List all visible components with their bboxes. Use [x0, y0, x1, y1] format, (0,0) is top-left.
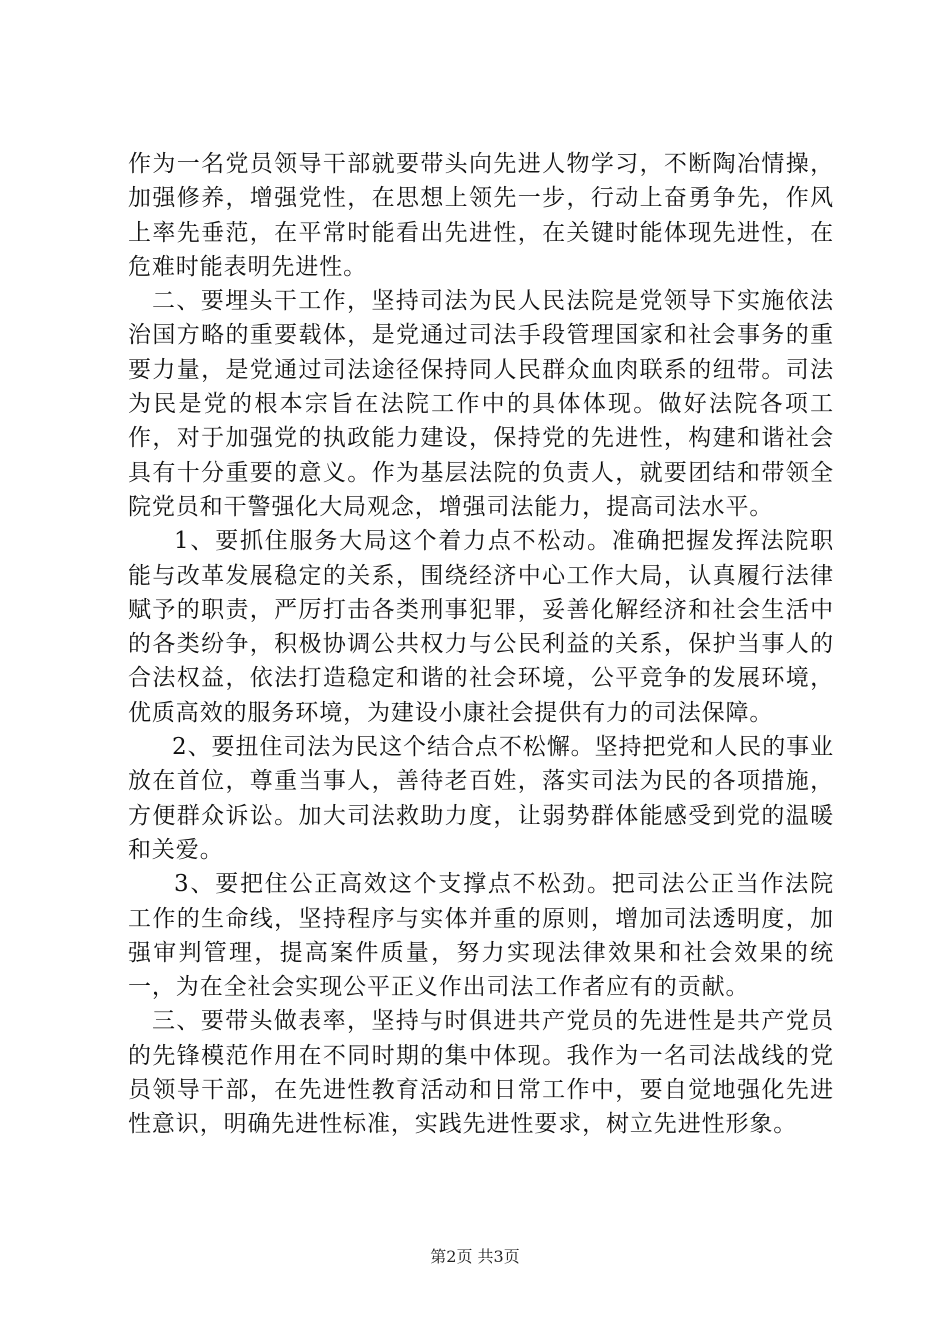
paragraph-1: 作为一名党员领导干部就要带头向先进人物学习，不断陶冶情操，加强修养，增强党性，在思想上领先一步，行动上奋勇争先，作风上率先垂范，在平常时能看出先进性，在关键时能体现先进性，在危难时能表明先进性。 [128, 151, 834, 280]
paragraph-3: 1、要抓住服务大局这个着力点不松动。准确把握发挥法院职能与改革发展稳定的关系，围绕经济中心工作大局，认真履行法律赋予的职责，严厉打击各类刑事犯罪，妥善化解经济和社会生活中的各类纷争，积极协调公共权力与公民利益的关系，保护当事人的合法权益，依法打造稳定和谐的社会环境，公平竞争的发展环境，优质高效的服务环境，为建设小康社会提供有力的司法保障。 [128, 528, 834, 726]
paragraph-6: 三、要带头做表率，坚持与时俱进共产党员的先进性是共产党员的先锋模范作用在不同时期的集中体现。我作为一名司法战线的党员领导干部，在先进性教育活动和日常工作中，要自觉地强化先进性意识，明确先进性标准，实践先进性要求，树立先进性形象。 [128, 1008, 834, 1138]
paragraph-2: 二、要埋头干工作，坚持司法为民人民法院是党领导下实施依法治国方略的重要载体，是党通过司法手段管理国家和社会事务的重要力量，是党通过司法途径保持同人民群众血肉联系的纽带。司法为民是党的根本宗旨在法院工作中的具体体现。做好法院各项工作，对于加强党的执政能力建设，保持党的先进性，构建和谐社会具有十分重要的意义。作为基层法院的负责人，就要团结和带领全院党员和干警强化大局观念，增强司法能力，提高司法水平。 [128, 288, 834, 520]
paragraph-5: 3、要把住公正高效这个支撑点不松劲。把司法公正当作法院工作的生命线，坚持程序与实体并重的原则，增加司法透明度，加强审判管理，提高案件质量，努力实现法律效果和社会效果的统一，为在全社会实现公平正义作出司法工作者应有的贡献。 [128, 871, 834, 1001]
page-number-footer: 第2页 共3页 [430, 1247, 520, 1266]
document-body [128, 147, 834, 1142]
paragraph-4: 2、要扭住司法为民这个结合点不松懈。坚持把党和人民的事业放在首位，尊重当事人，善待老百姓，落实司法为民的各项措施，方便群众诉讼。加大司法救助力度，让弱势群体能感受到党的温暖和关爱。 [128, 734, 834, 863]
